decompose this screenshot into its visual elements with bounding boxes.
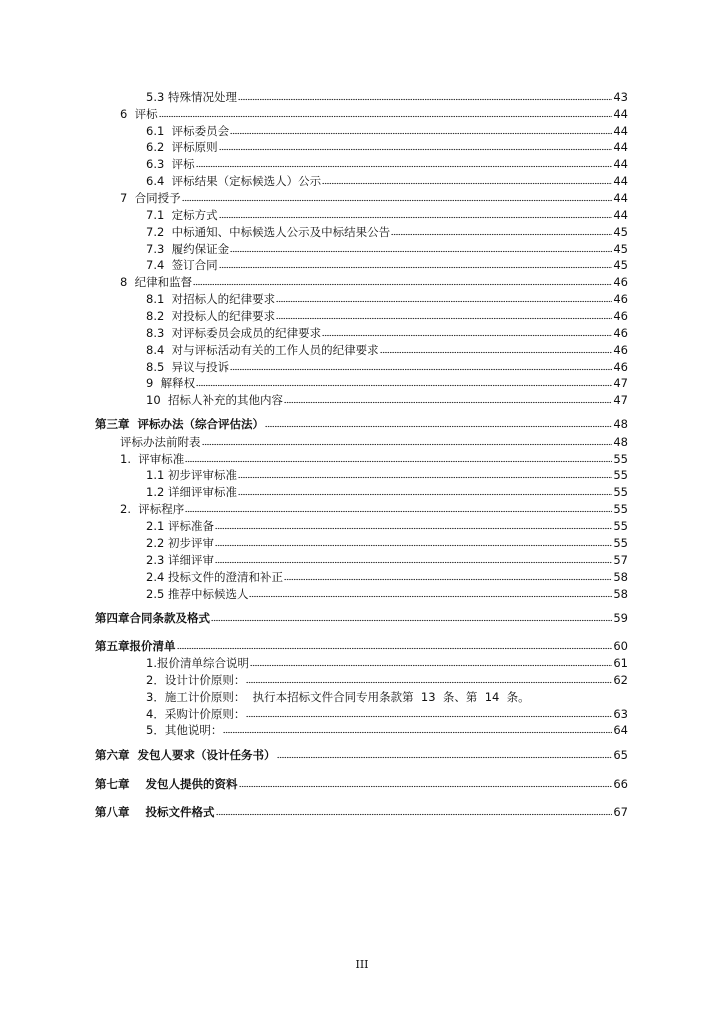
toc-entry-title: 6.2 评标原则 — [146, 140, 218, 154]
toc-entry[interactable] — [0, 482, 724, 499]
toc-entry-title: 2.4 投标文件的澄清和补正 — [146, 570, 283, 584]
toc-leader — [219, 148, 613, 151]
toc-leader — [265, 425, 612, 428]
toc-entry-page: 55 — [613, 536, 628, 550]
toc-entry-page: 47 — [613, 393, 628, 407]
toc-leader — [202, 443, 613, 446]
toc-entry[interactable] — [0, 239, 724, 256]
toc-entry[interactable] — [0, 653, 724, 670]
toc-entry-page: 44 — [613, 174, 628, 188]
toc-leader — [177, 647, 613, 650]
toc-entry[interactable] — [0, 188, 724, 205]
toc-entry[interactable] — [0, 567, 724, 584]
toc-entry[interactable] — [0, 104, 724, 121]
toc-leader — [250, 664, 612, 667]
toc-leader — [215, 544, 612, 547]
toc-entry-page: 44 — [613, 208, 628, 222]
toc-entry[interactable] — [0, 390, 724, 407]
toc-entry-page: 44 — [613, 124, 628, 138]
toc-entry[interactable] — [0, 255, 724, 272]
toc-leader — [276, 300, 612, 303]
toc-leader — [239, 785, 613, 788]
toc-entry-page: 44 — [613, 157, 628, 171]
toc-entry-title: 8.1 对招标人的纪律要求 — [146, 292, 276, 306]
toc-entry[interactable] — [0, 171, 724, 188]
toc-entry-title: 4．采购计价原则： — [146, 707, 246, 721]
toc-entry[interactable] — [0, 373, 724, 390]
toc-entry-title: 7.2 中标通知、中标候选人公示及中标结果公告 — [146, 225, 391, 239]
toc-leader — [216, 813, 613, 816]
toc-entry-title: 1.报价清单综合说明 — [146, 656, 249, 670]
toc-entry-page: 45 — [613, 242, 628, 256]
toc-leader — [284, 401, 612, 404]
toc-entry-page: 55 — [613, 452, 628, 466]
toc-entry-page: 64 — [613, 723, 628, 737]
toc-entry-page: 44 — [613, 107, 628, 121]
toc-leader — [277, 756, 613, 759]
toc-entry-page: 62 — [613, 673, 628, 687]
toc-leader — [219, 216, 613, 219]
toc-leader — [230, 368, 612, 371]
toc-entry-title: 7.4 签订合同 — [146, 258, 218, 272]
toc-entry-page: 45 — [613, 258, 628, 272]
toc-leader — [219, 266, 613, 269]
toc-entry-title: 1.1 初步评审标准 — [146, 468, 237, 482]
toc-entry-page: 65 — [613, 748, 628, 762]
toc-entry-page: 47 — [613, 376, 628, 390]
toc-entry-page: 44 — [613, 191, 628, 205]
toc-chapter[interactable] — [0, 414, 724, 431]
toc-entry-title: 7.3 履约保证金 — [146, 242, 230, 256]
toc-leader — [215, 561, 612, 564]
toc-leader — [230, 250, 612, 253]
toc-entry[interactable] — [0, 121, 724, 138]
toc-entry[interactable] — [0, 465, 724, 482]
toc-entry[interactable] — [0, 306, 724, 323]
toc-leader — [238, 98, 612, 101]
toc-entry[interactable] — [0, 516, 724, 533]
toc-entry-page: 46 — [613, 275, 628, 289]
toc-entry-title: 2.1 评标准备 — [146, 519, 214, 533]
toc-leader — [391, 233, 612, 236]
toc-entry[interactable] — [0, 340, 724, 357]
toc-entry-page: 58 — [613, 570, 628, 584]
toc-leader — [246, 715, 612, 718]
toc-entry-title: 评标办法前附表 — [120, 435, 201, 449]
toc-entry-title: 1. 评审标准 — [120, 452, 185, 466]
toc-entry-page: 55 — [613, 502, 628, 516]
toc-entry[interactable] — [0, 222, 724, 239]
toc-leader — [322, 334, 612, 337]
toc-entry-page: 55 — [613, 519, 628, 533]
toc-leader — [246, 681, 612, 684]
toc-entry-title: 第七章 发包人提供的资料 — [95, 777, 238, 791]
toc-entry[interactable] — [0, 584, 724, 601]
toc-entry-page: 43 — [613, 90, 628, 104]
toc-leader — [211, 619, 612, 622]
toc-entry[interactable] — [0, 687, 724, 704]
toc-leader — [284, 578, 612, 581]
toc-entry-title: 7.1 定标方式 — [146, 208, 218, 222]
toc-entry-page: 46 — [613, 309, 628, 323]
toc-entry[interactable] — [0, 87, 724, 104]
toc-entry-page: 48 — [613, 417, 628, 431]
toc-entry-page: 58 — [613, 587, 628, 601]
toc-entry-page: 55 — [613, 468, 628, 482]
toc-leader — [238, 476, 612, 479]
toc-entry-title: 6.3 评标 — [146, 157, 195, 171]
toc-leader — [196, 165, 613, 168]
toc-entry-title: 8 纪律和监督 — [120, 275, 193, 289]
toc-entry-title: 第八章 投标文件格式 — [95, 805, 215, 819]
toc-entry[interactable] — [0, 323, 724, 340]
page-number: III — [355, 958, 369, 971]
toc-entry-title: 6 评标 — [120, 107, 158, 121]
toc-entry[interactable] — [0, 357, 724, 374]
toc-leader — [380, 351, 613, 354]
toc-entry-title: 8.5 异议与投诉 — [146, 360, 230, 374]
toc-entry-title: 2.5 推荐中标候选人 — [146, 587, 249, 601]
toc-entry-title: 8.3 对评标委员会成员的纪律要求 — [146, 326, 322, 340]
toc-entry-title: 第三章 评标办法（综合评估法） — [95, 417, 265, 431]
toc-entry[interactable] — [0, 533, 724, 550]
toc-entry-title: 2.3 详细评审 — [146, 553, 214, 567]
toc-entry-page: 46 — [613, 343, 628, 357]
toc-entry[interactable] — [0, 432, 724, 449]
toc-entry-title: 8.4 对与评标活动有关的工作人员的纪律要求 — [146, 343, 379, 357]
toc-entry-page: 60 — [613, 639, 628, 653]
toc-entry-title: 6.1 评标委员会 — [146, 124, 230, 138]
toc-entry-title: 3．施工计价原则： 执行本招标文件合同专用条款第 13 条、第 14 条。 — [146, 690, 530, 704]
toc-chapter[interactable] — [0, 608, 724, 625]
toc-chapter[interactable] — [0, 745, 724, 762]
toc-leader — [238, 493, 612, 496]
toc-entry[interactable] — [0, 272, 724, 289]
toc-entry-page: 46 — [613, 360, 628, 374]
toc-entry-title: 2．设计计价原则： — [146, 673, 246, 687]
toc-entry[interactable] — [0, 550, 724, 567]
toc-entry[interactable] — [0, 670, 724, 687]
toc-chapter[interactable] — [0, 802, 724, 819]
toc-leader — [322, 182, 612, 185]
toc-entry-title: 6.4 评标结果（定标候选人）公示 — [146, 174, 322, 188]
toc-entry[interactable] — [0, 154, 724, 171]
toc-leader — [276, 317, 612, 320]
toc-entry-page: 46 — [613, 292, 628, 306]
toc-entry[interactable] — [0, 137, 724, 154]
toc-leader — [223, 731, 612, 734]
toc-entry-page: 66 — [613, 777, 628, 791]
toc-chapter[interactable] — [0, 774, 724, 791]
toc-entry-title: 2. 评标程序 — [120, 502, 185, 516]
toc-entry-page: 59 — [613, 611, 628, 625]
toc-leader — [193, 283, 612, 286]
toc-entry-title: 7 合同授予 — [120, 191, 181, 205]
toc-entry-page: 46 — [613, 326, 628, 340]
toc-entry-page: 44 — [613, 140, 628, 154]
toc-leader — [185, 510, 612, 513]
toc-leader — [159, 115, 613, 118]
toc-entry-title: 5.3 特殊情况处理 — [146, 90, 237, 104]
toc-entry-page: 48 — [613, 435, 628, 449]
toc-entry-title: 第四章合同条款及格式 — [95, 611, 210, 625]
toc-entry-page: 57 — [613, 553, 628, 567]
toc-entry-title: 10 招标人补充的其他内容 — [146, 393, 283, 407]
toc-leader — [185, 460, 612, 463]
toc-entry-page: 55 — [613, 485, 628, 499]
toc-entry-page: 63 — [613, 707, 628, 721]
toc-leader — [230, 132, 612, 135]
toc-entry[interactable] — [0, 720, 724, 737]
toc-entry-title: 1.2 详细评审标准 — [146, 485, 237, 499]
toc-leader — [182, 199, 613, 202]
toc-entry[interactable] — [0, 449, 724, 466]
toc-entry[interactable] — [0, 704, 724, 721]
toc-entry-page: 61 — [613, 656, 628, 670]
toc-entry[interactable] — [0, 205, 724, 222]
toc-entry-title: 2.2 初步评审 — [146, 536, 214, 550]
toc-entry-title: 第六章 发包人要求（设计任务书） — [95, 748, 276, 762]
toc-entry[interactable] — [0, 289, 724, 306]
toc-leader — [249, 595, 612, 598]
toc-entry-page: 45 — [613, 225, 628, 239]
toc-entry-page: 67 — [613, 805, 628, 819]
toc-chapter[interactable] — [0, 636, 724, 653]
toc-entry-title: 5．其他说明： — [146, 723, 223, 737]
toc-leader — [196, 384, 612, 387]
toc-entry-title: 8.2 对投标人的纪律要求 — [146, 309, 276, 323]
toc-entry[interactable] — [0, 499, 724, 516]
toc-entry-title: 9 解释权 — [146, 376, 196, 390]
toc-entry-title: 第五章报价清单 — [95, 639, 176, 653]
toc-leader — [215, 527, 612, 530]
